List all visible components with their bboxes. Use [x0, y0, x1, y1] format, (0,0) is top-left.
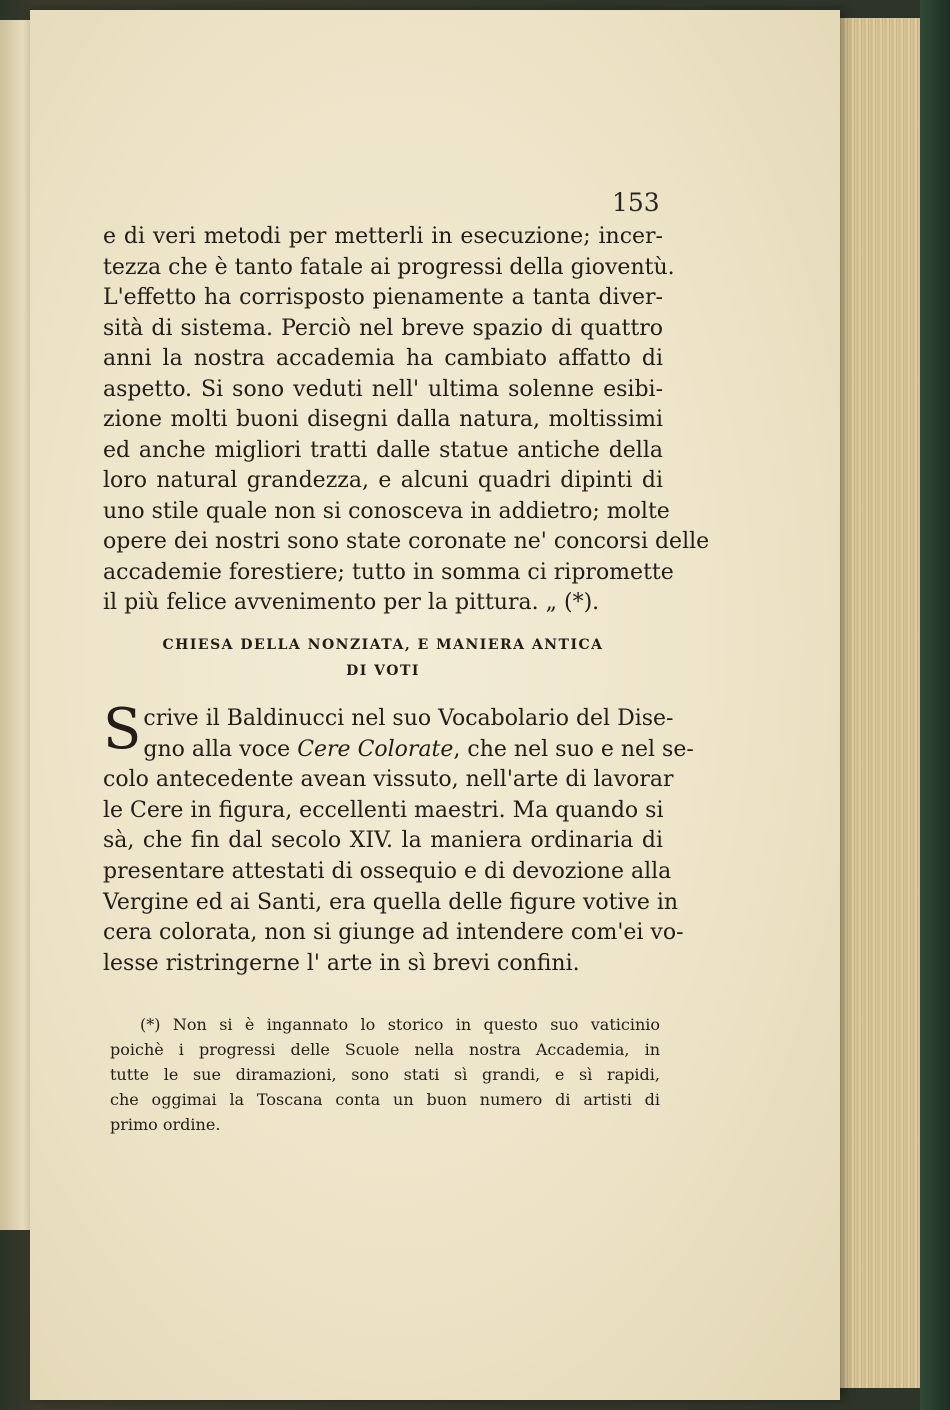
text-line: lesse ristringerne l' arte in sì brevi confini. — [103, 950, 580, 976]
paragraph-text — [103, 222, 710, 619]
section-heading — [103, 632, 663, 684]
section-text — [103, 697, 694, 979]
footnote — [110, 1012, 660, 1137]
text-line: aspetto. Si sono veduti nell' ultima solenne esibi- — [103, 376, 663, 402]
text-line: ed anche migliori tratti dalle statue antiche della — [103, 437, 663, 463]
text-line: uno stile quale non si conosceva in addietro; molte — [103, 498, 670, 524]
text-line: presentare attestati di ossequio e di devozione alla — [103, 858, 672, 884]
text-line: sità di sistema. Perciò nel breve spazio di quattro — [103, 315, 663, 341]
text-fragment: , che nel suo e nel se- — [453, 736, 694, 762]
book-cover-edge — [920, 0, 950, 1410]
footnote-line: primo ordine. — [110, 1115, 221, 1134]
text-line: il più felice avvenimento per la pittura. „ (*). — [103, 590, 600, 615]
text-line: colo antecedente avean vissuto, nell'arte di lavorar — [103, 767, 674, 793]
text-line: Vergine ed ai Santi, era quella delle figure votive in — [103, 889, 679, 915]
footnote-line: che oggimai la Toscana conta un buon numero di artisti di — [110, 1090, 660, 1109]
text-line: tezza che è tanto fatale ai progressi della gioventù. — [103, 254, 675, 280]
heading-line: CHIESA DELLA NONZIATA, E MANIERA ANTICA — [162, 637, 604, 653]
text-line: anni la nostra accademia ha cambiato affatto di — [103, 346, 663, 371]
text-line: le Cere in figura, eccellenti maestri. Ma quando si — [103, 797, 664, 823]
drop-capital: S — [103, 697, 142, 762]
footnote-line: (*) Non si è ingannato lo storico in questo suo vaticinio — [140, 1015, 660, 1034]
italic-term: Cere Colorate — [297, 736, 454, 762]
heading-line: DI VOTI — [346, 663, 420, 679]
footnote-line: poichè i progressi delle Scuole nella nostra Accademia, in — [110, 1040, 660, 1059]
page-number: 153 — [612, 188, 660, 217]
text-line: loro natural grandezza, e alcuni quadri dipinti di — [103, 468, 663, 493]
text-line: e di veri metodi per metterli in esecuzione; incer- — [103, 224, 663, 249]
text-fragment: gno alla voce — [143, 736, 291, 762]
text-line: accademie forestiere; tutto in somma ci ripromette — [103, 559, 674, 585]
text-line: opere dei nostri sono state coronate ne' concorsi delle — [103, 529, 710, 554]
text-line: zione molti buoni disegni dalla natura, moltissimi — [103, 407, 663, 432]
text-line — [103, 735, 694, 766]
text-line: L'effetto ha corrisposto pienamente a tanta diver- — [103, 285, 663, 310]
text-line: sà, che fin dal secolo XIV. la maniera ordinaria di — [103, 828, 663, 854]
footnote-line: tutte le sue diramazioni, sono stati sì grandi, e sì rapidi, — [110, 1065, 660, 1084]
text-line: crive il Baldinucci nel suo Vocabolario del Dise- — [143, 706, 674, 731]
text-line: cera colorata, non si giunge ad intendere com'ei vo- — [103, 920, 684, 946]
